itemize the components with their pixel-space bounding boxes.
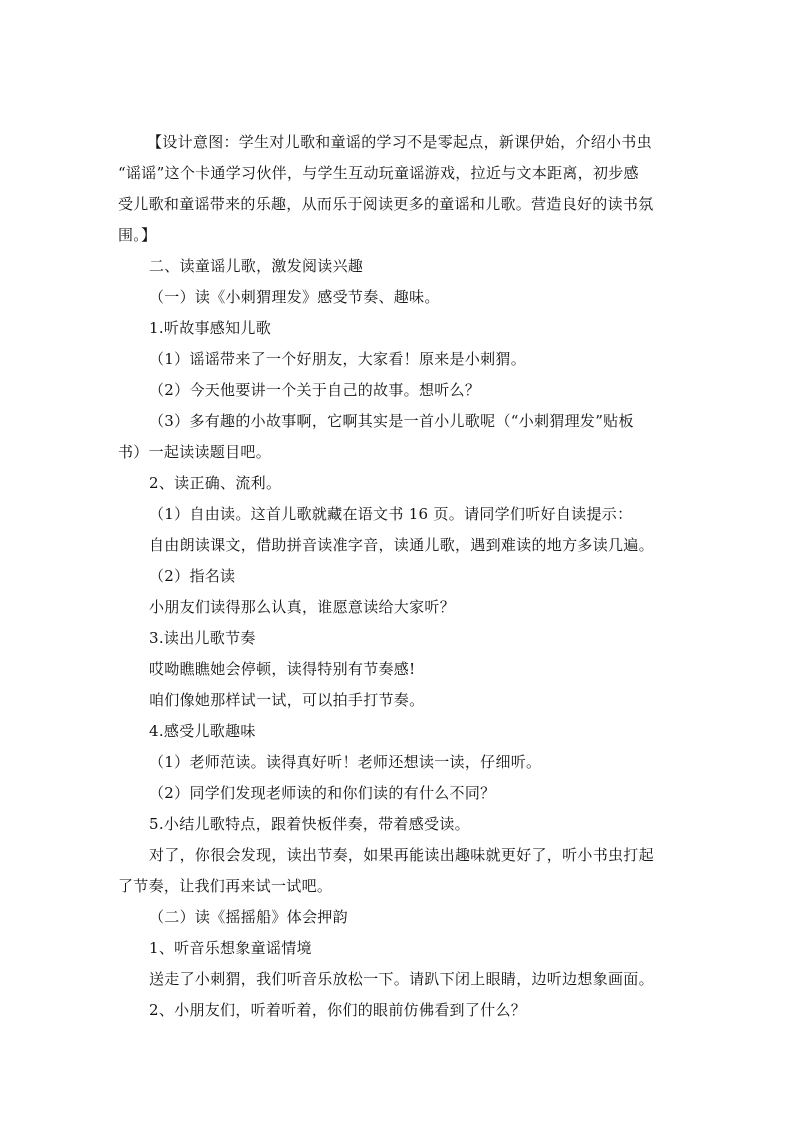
paragraph-line: （1）谣谣带来了一个好朋友，大家看！原来是小刺猬。 [149, 350, 527, 368]
paragraph-line: 小朋友们读得那么认真，谁愿意读给大家听？ [149, 598, 456, 616]
paragraph-line: 2、小朋友们，听着听着，你们的眼前仿佛看到了什么？ [149, 1001, 527, 1019]
paragraph-line: 送走了小刺猬，我们听音乐放松一下。请趴下闭上眼睛，边听边想象画面。 [149, 970, 654, 988]
design-intent-line-1: 【设计意图：学生对儿歌和童谣的学习不是零起点，新课伊始，介绍小书虫 [147, 133, 652, 151]
paragraph-line: （1）自由读。这首儿歌就藏在语文书 16 页。请同学们听好自读提示： [149, 505, 633, 523]
paragraph-line: （1）老师范读。读得真好听！老师还想读一读，仔细听。 [149, 753, 542, 771]
design-intent-line-4: 围。】 [118, 226, 157, 244]
step-heading-3: 3.读出儿歌节奏 [149, 629, 256, 647]
paragraph-line: （2）指名读 [149, 567, 236, 585]
paragraph-line: 对了，你很会发现，读出节奏，如果再能读出趣味就更好了，听小书虫打起 [149, 846, 654, 864]
design-intent-line-2: “谣谣”这个卡通学习伙伴，与学生互动玩童谣游戏，拉近与文本距离，初步感 [118, 164, 639, 182]
step-heading-4: 4.感受儿歌趣味 [149, 722, 256, 740]
design-intent-line-3: 受儿歌和童谣带来的乐趣，从而乐于阅读更多的童谣和儿歌。营造良好的读书氛 [118, 195, 654, 213]
paragraph-line: 自由朗读课文，借助拼音读准字音，读通儿歌，遇到难读的地方多读几遍。 [149, 536, 654, 554]
paragraph-line: （3）多有趣的小故事啊，它啊其实是一首小儿歌呢（“小刺猬理发”贴板 [149, 412, 634, 430]
paragraph-line: 书）一起读读题目吧。 [118, 443, 272, 461]
paragraph-line: （2）今天他要讲一个关于自己的故事。想听么？ [149, 381, 481, 399]
paragraph-line: 咱们像她那样试一试，可以拍手打节奏。 [149, 691, 425, 709]
step-heading-1b: 1、听音乐想象童谣情境 [149, 939, 312, 957]
paragraph-line: 哎呦瞧瞧她会停顿，读得特别有节奏感! [149, 660, 416, 678]
step-heading-2: 2、读正确、流利。 [149, 474, 282, 492]
paragraph-line: （2）同学们发现老师读的和你们读的有什么不同？ [149, 784, 496, 802]
step-heading-5: 5.小结儿歌特点，跟着快板伴奏，带着感受读。 [149, 815, 470, 833]
step-heading-1: 1.听故事感知儿歌 [149, 319, 272, 337]
subsection-heading-2: （二）读《摇摇船》体会押韵 [149, 908, 348, 926]
section-heading-2: 二、读童谣儿歌，激发阅读兴趣 [149, 257, 364, 275]
subsection-heading-1: （一）读《小刺猬理发》感受节奏、趣味。 [149, 288, 440, 306]
paragraph-line: 了节奏，让我们再来试一试吧。 [118, 877, 333, 895]
